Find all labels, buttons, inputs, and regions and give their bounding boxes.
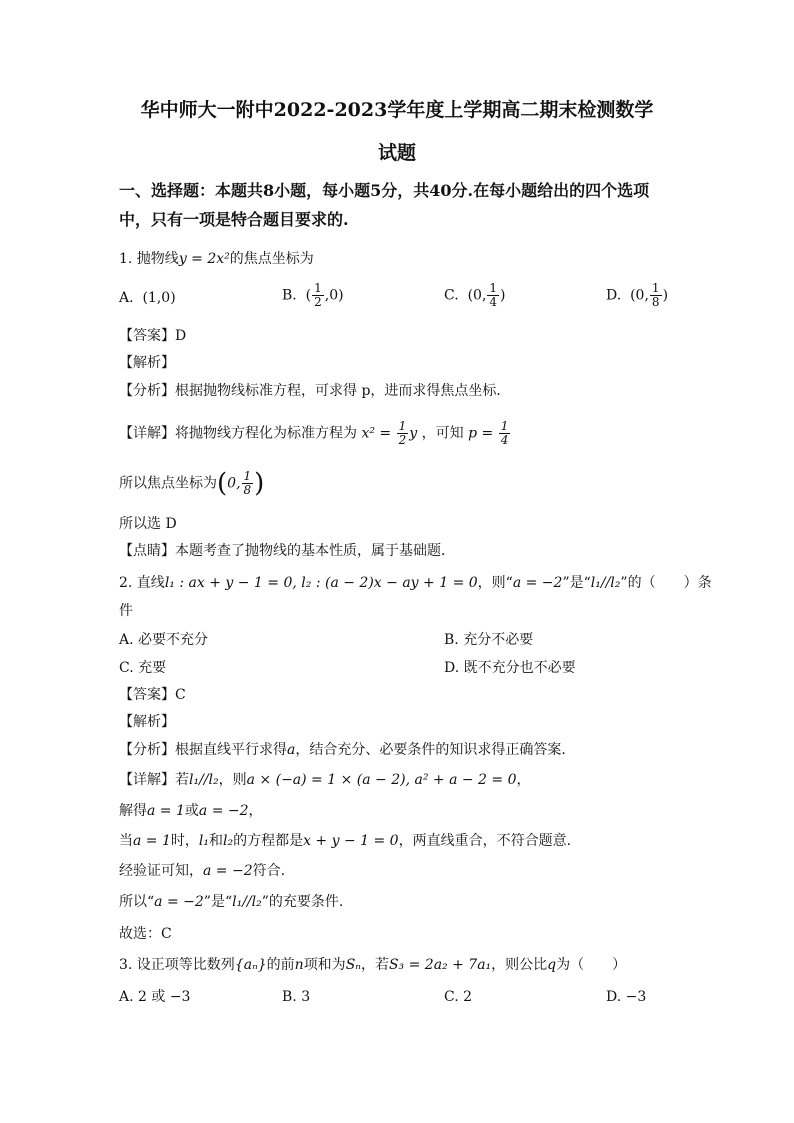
q3-stem-b: {aₙ}	[234, 957, 267, 973]
q2-solve-b: a = 1	[147, 803, 185, 819]
q1-option-b-close: ,0)	[324, 287, 344, 304]
q1-stem-math: y = 2x²	[178, 251, 230, 267]
q2-stem-d: ”的（ ）条	[620, 575, 712, 591]
q1-option-b-den: 2	[314, 295, 322, 309]
q2-when-h: x + y − 1 = 0	[303, 833, 399, 849]
page-title: 华中师大一附中2022-2023学年度上学期高二期末检测数学	[140, 99, 654, 121]
q2-option-c: C. 充要	[119, 660, 167, 676]
q1-option-b-fraction	[312, 282, 324, 309]
q3-stem-a: 3. 设正项等比数列	[119, 957, 235, 973]
page-title-line2: 试题	[377, 142, 416, 164]
section-heading: 一、选择题：本题共8小题，每小题5分，共40分.在每小题给出的四个选项	[119, 181, 650, 200]
q1-detail-p-fraction	[499, 420, 511, 447]
q2-option-b: B. 充分不必要	[444, 632, 534, 648]
q1-option-c-close: )	[500, 287, 506, 304]
q2-when-b: a = 1	[133, 833, 171, 849]
q3-stem-j: q	[547, 957, 557, 973]
q2-when-f: l₂	[222, 833, 234, 849]
q2-stem-math: l₁ : ax + y − 1 = 0, l₂ : (a − 2)x − ay + 1 = 0	[164, 575, 478, 591]
q3-stem-k: 为（ ）	[556, 957, 627, 973]
q1-focus	[119, 470, 264, 497]
q2-concl-d: l₁//l₂	[232, 894, 262, 910]
q3-stem-c: 的前	[266, 957, 295, 973]
q1-option-d-letter: D.	[606, 287, 622, 304]
q1-stem-prefix: 1. 抛物线	[119, 251, 179, 267]
q2-choose: 故选：C	[119, 926, 172, 942]
q2-concl-b: a = −2	[154, 894, 204, 910]
q2-detail-par: l₁//l₂	[189, 772, 219, 788]
q1-option-b	[282, 282, 344, 309]
q2-option-d: D. 既不充分也不必要	[444, 660, 576, 676]
q3-stem-f: Sₙ	[345, 957, 361, 973]
q2-analysis-a: 【分析】根据直线平行求得	[119, 742, 287, 758]
q2-concl-c: ”是“	[203, 894, 233, 910]
q2-stem-c: ”是“	[562, 575, 591, 591]
q1-option-c-letter: C.	[444, 287, 459, 304]
q1-focus-num: 1	[243, 469, 252, 483]
q2-solve-c: 或	[184, 803, 199, 819]
q1-answer: 【答案】D	[119, 328, 187, 344]
q2-solve-a: 解得	[119, 803, 147, 819]
section-heading-line2: 中，只有一项是特合题目要求的.	[119, 210, 349, 229]
q1-detail-p-den: 4	[500, 433, 509, 447]
q2-detail-d: ，	[516, 772, 531, 788]
q2-when-i: ，两直线重合，不符合题意.	[398, 833, 572, 849]
q1-detail-prefix: 【详解】将抛物线方程化为标准方程为	[119, 425, 357, 442]
q1-option-c-open: (0,	[467, 287, 487, 304]
q2-when-d: l₁	[198, 833, 209, 849]
q1-detail-fraction	[397, 420, 409, 447]
q2-detail-b: ，则	[218, 772, 247, 788]
q3-stem-g: ，若	[360, 957, 389, 973]
q2-solve	[119, 801, 263, 821]
q2-detail-eq: a × (−a) = 1 × (a − 2), a² + a − 2 = 0	[246, 772, 517, 788]
q1-detail-p-num: 1	[500, 419, 509, 433]
q1-option-a	[119, 288, 176, 308]
q1-stem	[119, 249, 314, 269]
q3-stem-h: S₃ = 2a₂ + 7a₁	[388, 957, 492, 973]
q2-detail-a: 【详解】若	[119, 772, 189, 788]
q2-stem-a: 2. 直线	[119, 575, 165, 591]
q3-stem-d: n	[294, 957, 304, 973]
q2-concl-a: 所以“	[119, 894, 155, 910]
q3-option-b: B. 3	[282, 989, 311, 1005]
q1-dianjing: 【点睛】本题考查了抛物线的基本性质，属于基础题．	[119, 543, 455, 559]
q3-option-d: D. −3	[606, 989, 647, 1005]
q2-conclusion	[119, 892, 343, 912]
q2-when-g: 的方程都是	[233, 833, 304, 849]
q2-stem-par: l₁//l₂	[590, 575, 621, 591]
q1-option-c-num: 1	[489, 281, 498, 295]
q1-detail-frac-num: 1	[398, 419, 407, 433]
q1-option-c-den: 4	[489, 295, 498, 309]
q3-option-a: A. 2 或 −3	[119, 989, 191, 1005]
q3-option-c: C. 2	[444, 989, 473, 1005]
q1-detail-p: p =	[468, 425, 494, 442]
q1-option-b-letter: B.	[282, 287, 297, 304]
q1-option-c	[444, 282, 506, 309]
q2-solve-e: ，	[248, 803, 263, 819]
q1-option-b-num: 1	[314, 281, 322, 295]
q3-stem	[119, 955, 626, 975]
q2-answer: 【答案】C	[119, 687, 186, 703]
q1-focus-close: )	[254, 468, 265, 499]
q1-option-d	[606, 282, 668, 309]
q1-option-c-fraction	[487, 282, 499, 309]
q2-jiexi: 【解析】	[119, 714, 175, 730]
q1-focus-zero: 0,	[227, 475, 241, 492]
q2-analysis-b: ，结合充分、必要条件的知识求得正确答案.	[295, 742, 566, 758]
q1-jiexi: 【解析】	[119, 355, 175, 371]
q1-detail-mid: ，可知	[421, 425, 464, 442]
q2-stem	[119, 573, 712, 593]
q1-option-d-den: 8	[651, 295, 660, 309]
q2-stem-cond: a = −2	[512, 575, 563, 591]
q1-focus-open: (	[217, 468, 228, 499]
q1-stem-suffix: 的焦点坐标为	[229, 251, 314, 267]
q3-stem-e: 项和为	[303, 957, 346, 973]
q1-analysis: 【分析】根据抛物线标准方程，可求得 p，进而求得焦点坐标．	[119, 383, 511, 399]
q1-detail-eq: x² =	[361, 425, 392, 442]
q1-option-d-num: 1	[651, 281, 660, 295]
q2-when-c: 时，	[170, 833, 199, 849]
q1-option-d-close: )	[662, 287, 669, 304]
q2-verify-a: 经验证可知，	[119, 863, 203, 879]
q1-detail-frac-den: 2	[398, 433, 407, 447]
q2-when-e: 和	[208, 833, 223, 849]
q1-option-d-open: (0,	[630, 287, 649, 304]
q2-when-a: 当	[119, 833, 133, 849]
q2-stem-line2: 件	[119, 603, 133, 619]
q2-option-a: A. 必要不充分	[119, 632, 209, 648]
q2-verify-b: a = −2	[203, 863, 253, 879]
q2-analysis: 【分析】根据直线平行求得a，结合充分、必要条件的知识求得正确答案.	[119, 742, 566, 758]
q1-choose: 所以选 D	[119, 516, 177, 532]
q2-detail	[119, 770, 531, 790]
q1-focus-fraction	[242, 470, 254, 497]
q1-focus-den: 8	[243, 483, 252, 497]
q2-concl-e: ”的充要条件.	[261, 894, 344, 910]
q2-solve-d: a = −2	[198, 803, 249, 819]
q2-verify	[119, 861, 285, 881]
q1-option-a-value: (1,0)	[142, 290, 176, 306]
q2-when	[119, 831, 571, 851]
q1-focus-prefix: 所以焦点坐标为	[119, 475, 217, 492]
q1-option-b-open: (	[305, 287, 312, 304]
q1-option-d-fraction	[650, 282, 662, 309]
q2-stem-b: ，则“	[477, 575, 513, 591]
q3-stem-i: ，则公比	[491, 957, 548, 973]
q2-verify-c: 符合.	[252, 863, 286, 879]
q1-option-a-letter: A.	[119, 290, 134, 306]
q1-detail: 【详解】将抛物线方程化为标准方程为 x² = $\frac{1}{2}$ y ，可知 p = $\frac{1}{4}$	[119, 419, 509, 447]
